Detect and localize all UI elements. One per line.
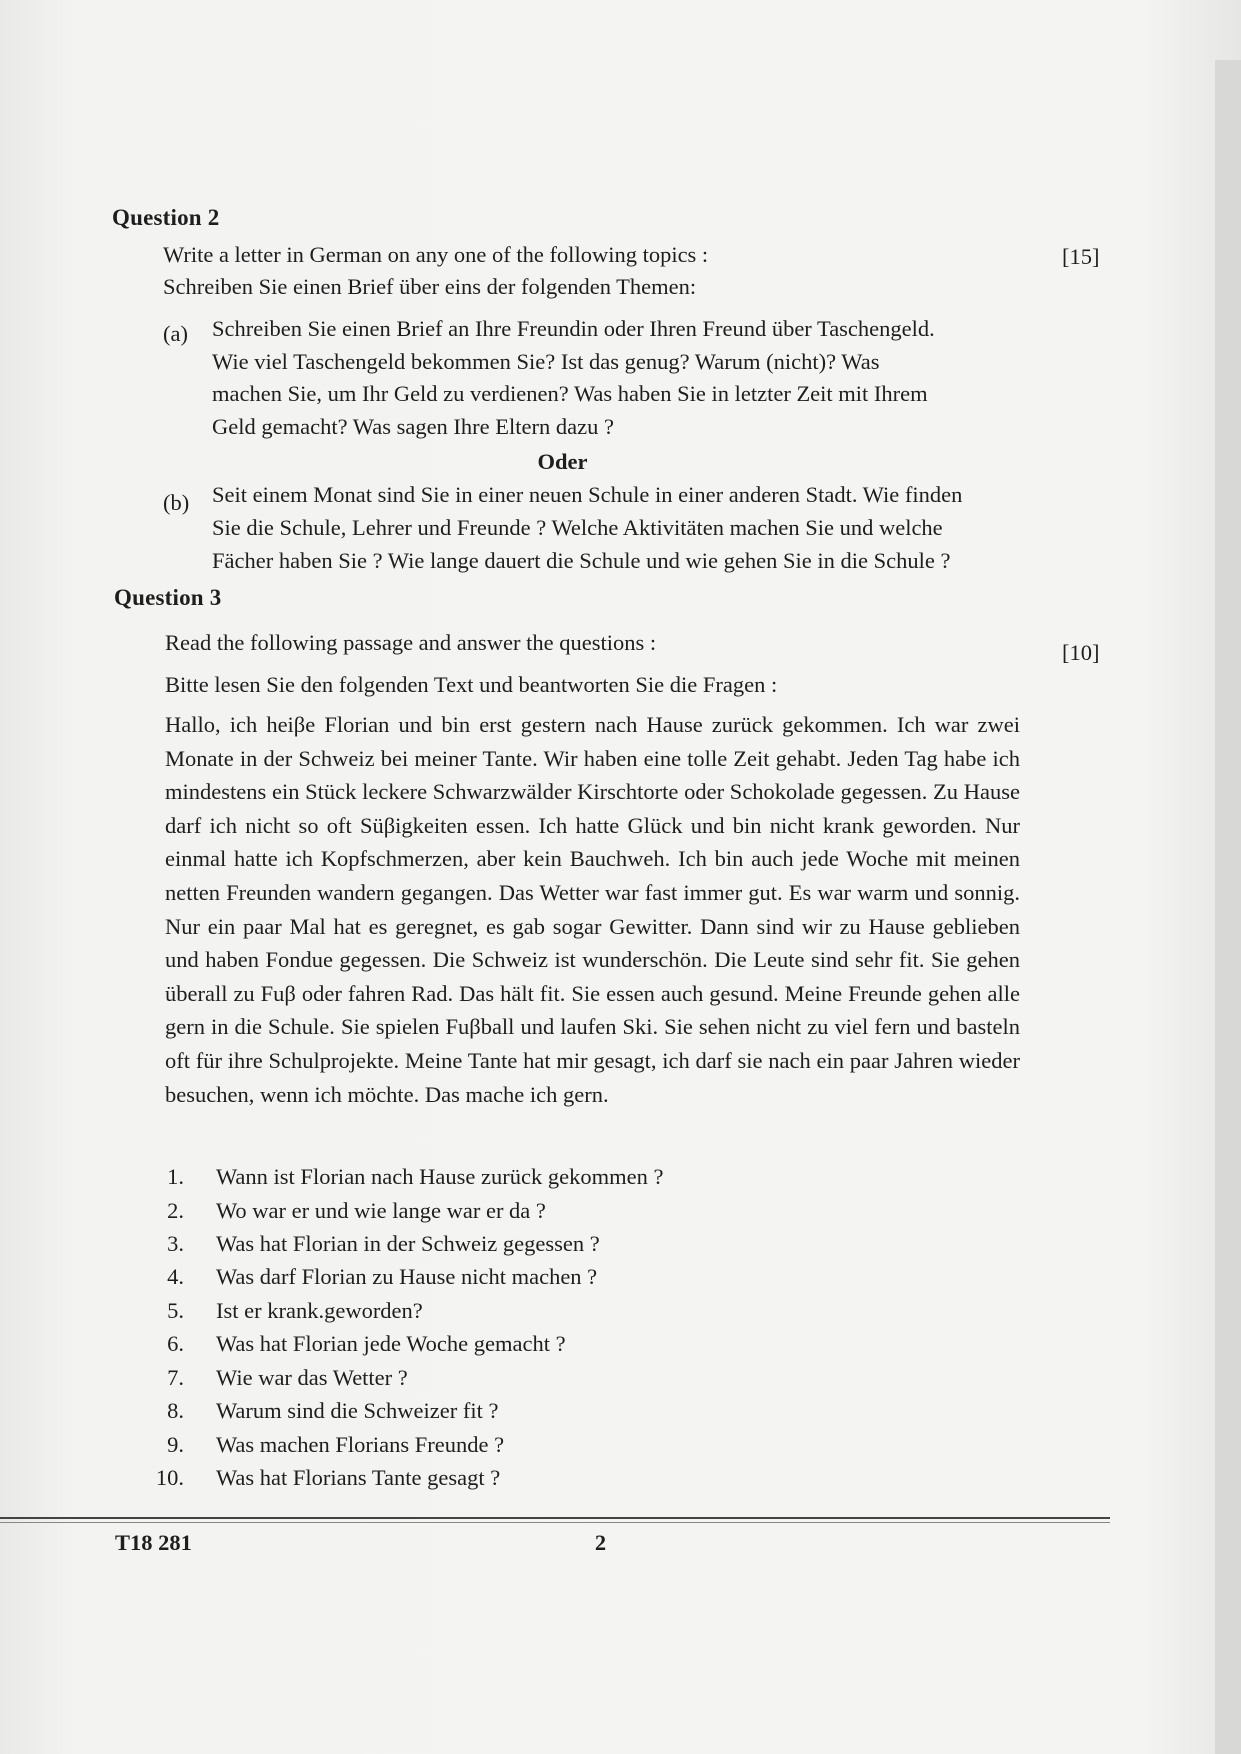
option-b-line: Fächer haben Sie ? Wie lange dauert die Schule und wie gehen Sie in die Schule ? bbox=[212, 548, 951, 573]
option-a-line: Geld gemacht? Was sagen Ihre Eltern dazu ? bbox=[212, 414, 614, 439]
question-3-instruction-en: Read the following passage and answer the questions : bbox=[165, 630, 657, 655]
question-number: 1. bbox=[167, 1164, 184, 1189]
option-separator: Oder bbox=[537, 449, 588, 474]
option-a-line: Wie viel Taschengeld bekommen Sie? Ist das genug? Warum (nicht)? Was bbox=[212, 349, 880, 374]
question-number: 4. bbox=[167, 1264, 184, 1289]
question-item: Warum sind die Schweizer fit ? bbox=[216, 1398, 499, 1423]
question-item: Wann ist Florian nach Hause zurück gekommen ? bbox=[216, 1164, 664, 1189]
question-number: 6. bbox=[167, 1331, 184, 1356]
question-item: Was hat Florian in der Schweiz gegessen ? bbox=[216, 1231, 600, 1256]
footer-rule bbox=[0, 1517, 1110, 1519]
question-number: 3. bbox=[167, 1231, 184, 1256]
question-item: Wo war er und wie lange war er da ? bbox=[216, 1198, 546, 1223]
footer-rule-thin bbox=[0, 1522, 1110, 1523]
question-3-heading: Question 3 bbox=[114, 585, 222, 610]
question-item: Wie war das Wetter ? bbox=[216, 1365, 408, 1390]
option-b-label: (b) bbox=[163, 490, 190, 515]
question-2-marks: [15] bbox=[1062, 244, 1100, 269]
option-a-line: machen Sie, um Ihr Geld zu verdienen? Was haben Sie in letzter Zeit mit Ihrem bbox=[212, 381, 928, 406]
question-2-heading: Question 2 bbox=[112, 205, 220, 230]
option-a-label: (a) bbox=[163, 321, 188, 346]
question-item: Was hat Florian jede Woche gemacht ? bbox=[216, 1331, 566, 1356]
question-2-instruction-en bbox=[163, 244, 708, 267]
option-a-line: Schreiben Sie einen Brief an Ihre Freundin oder Ihren Freund über Taschengeld. bbox=[212, 316, 935, 341]
question-2-instruction-de: Schreiben Sie einen Brief über eins der folgenden Themen: bbox=[163, 274, 697, 299]
question-number: 10. bbox=[155, 1465, 184, 1490]
question-item: Was darf Florian zu Hause nicht machen ? bbox=[216, 1264, 598, 1289]
question-2-instruction-en-text: Write a letter in German on any one of the following topics : bbox=[163, 242, 709, 267]
question-number: 8. bbox=[167, 1398, 184, 1423]
reading-passage: Hallo, ich heiβe Florian und bin erst gestern nach Hause zurück gekommen. Ich war zwei Monate in der Schweiz bei meiner Tante. Wir haben eine tolle Zeit gehabt. Jeden Tag habe ich mindestens ein Stück leckere Schwarzwälder Kirschtorte oder Schokolade gegessen. Zu Hause darf ich nicht so oft Süβigkeiten essen. Ich hatte Glück und bin nicht krank geworden. Nur einmal hatte ich Kopfschmerzen, aber kein Bauchweh. Ich bin auch jede Woche mit meinen netten Freunden wandern gegangen. Das Wetter war fast immer gut. Es war warm und sonnig. Nur ein paar Mal hat es geregnet, es gab sogar Gewitter. Dann sind wir zu Hause geblieben und haben Fondue gegessen. Die Schweiz ist wunderschön. Die Leute sind sehr fit. Sie gehen überall zu Fuβ oder fahren Rad. Das hält fit. Sie essen auch gesund. Meine Freunde gehen alle gern in die Schule. Sie spielen Fuβball und laufen Ski. Sie sehen nicht zu viel fern und basteln oft für ihre Schulprojekte. Meine Tante hat mir gesagt, ich darf sie nach ein paar Jahren wieder besuchen, wenn ich möchte. Das mache ich gern. bbox=[165, 712, 1020, 1107]
page-edge-shadow bbox=[1215, 60, 1241, 1754]
question-number: 2. bbox=[167, 1198, 184, 1223]
question-3-marks: [10] bbox=[1062, 640, 1100, 665]
question-number: 7. bbox=[167, 1365, 184, 1390]
question-item: Was machen Florians Freunde ? bbox=[216, 1432, 505, 1457]
page-number: 2 bbox=[594, 1530, 607, 1555]
page-number-container bbox=[0, 1530, 1241, 1556]
option-b-line: Seit einem Monat sind Sie in einer neuen Schule in einer anderen Stadt. Wie finden bbox=[212, 482, 963, 507]
question-item: Was hat Florians Tante gesagt ? bbox=[216, 1465, 501, 1490]
option-b-line: Sie die Schule, Lehrer und Freunde ? Welche Aktivitäten machen Sie und welche bbox=[212, 515, 943, 540]
question-number: 9. bbox=[167, 1432, 184, 1457]
question-number: 5. bbox=[167, 1298, 184, 1323]
question-3-instruction-de: Bitte lesen Sie den folgenden Text und beantworten Sie die Fragen : bbox=[165, 672, 778, 697]
paper-code: T18 281 bbox=[115, 1530, 192, 1555]
question-item: Ist er krank.geworden? bbox=[216, 1298, 423, 1323]
